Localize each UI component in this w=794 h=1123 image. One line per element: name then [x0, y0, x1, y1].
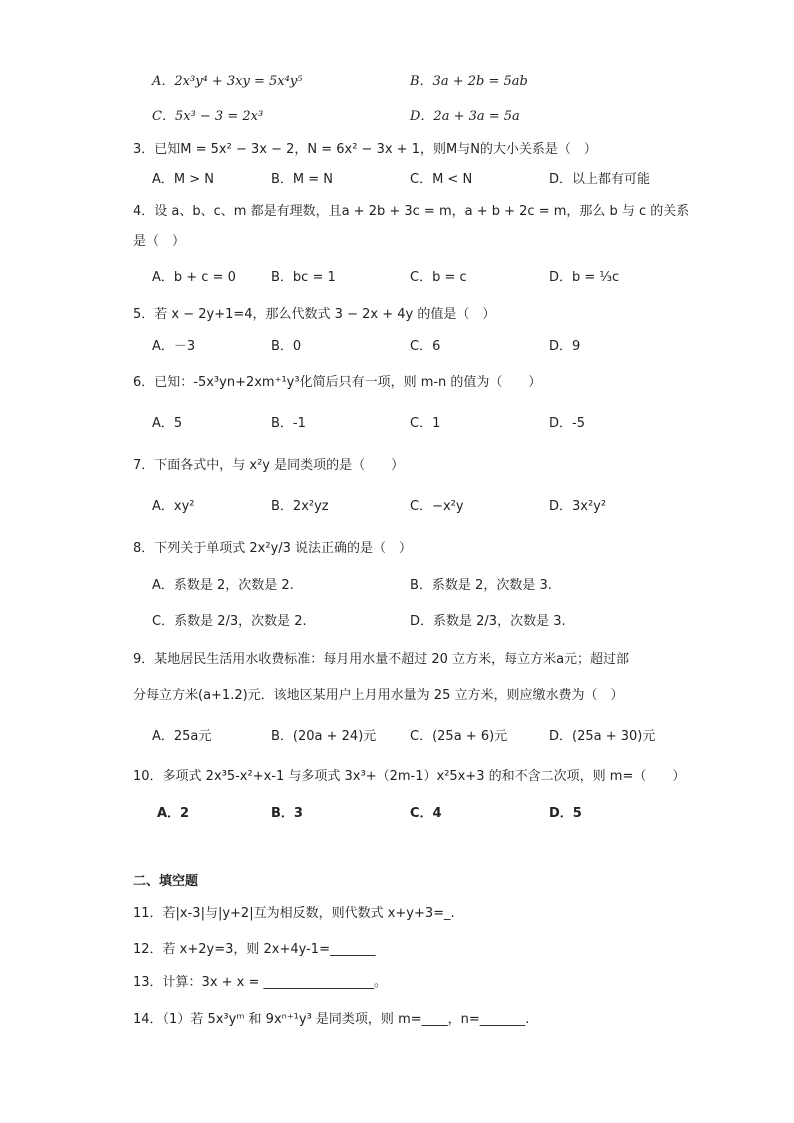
q4-option-d: D．b = ⅓c: [549, 270, 620, 285]
question-5: 5．若 x − 2y+1=4，那么代数式 3 − 2x + 4y 的值是（ ）: [133, 307, 496, 322]
q3-option-d: D．以上都有可能: [549, 172, 651, 187]
q3-option-a: A．M > N: [152, 172, 214, 187]
question-3: 3．已知M = 5x² − 3x − 2，N = 6x² − 3x + 1，则M与N的大小关系是（ ）: [133, 142, 597, 157]
question-7: 7．下面各式中，与 x²y 是同类项的是（ ）: [133, 458, 405, 473]
q7-option-a: A．xy²: [152, 499, 195, 514]
question-14: 14．（1）若 5x³yᵐ 和 9xⁿ⁺¹y³ 是同类项，则 m=____，n=_______.: [133, 1012, 530, 1027]
q6-option-a: A．5: [152, 416, 183, 431]
q7-option-c: C．−x²y: [410, 499, 464, 514]
question-8: 8．下列关于单项式 2x²y/3 说法正确的是（ ）: [133, 541, 413, 556]
q3-option-c: C．M < N: [410, 172, 473, 187]
q3-option-b: B．M = N: [271, 172, 334, 187]
q1-option-a: A．2x³y⁴ + 3xy = 5x⁴y⁵: [152, 74, 303, 89]
q7-option-d: D．3x²y²: [549, 499, 607, 514]
q8-option-a: A．系数是 2，次数是 2.: [152, 578, 294, 593]
q8-option-b: B．系数是 2，次数是 3.: [410, 578, 552, 593]
q9-option-a: A．25a元: [152, 729, 212, 744]
q10-option-a: A．2: [157, 806, 190, 821]
q5-option-b: B．0: [271, 339, 302, 354]
q8-option-d: D．系数是 2/3，次数是 3.: [410, 614, 566, 629]
question-4: 4．设 a、b、c、m 都是有理数，且a + 2b + 3c = m，a + b + 2c = m，那么 b 与 c 的关系: [133, 204, 690, 219]
q6-option-b: B．-1: [271, 416, 306, 431]
q10-option-b: B．3: [271, 806, 303, 821]
question-12: 12．若 x+2y=3，则 2x+4y-1=_______: [133, 942, 376, 957]
section-title-fill-in: 二、填空题: [133, 874, 199, 889]
question-11: 11．若|x-3|与|y+2|互为相反数，则代数式 x+y+3=_.: [133, 906, 455, 921]
q5-option-d: D．9: [549, 339, 581, 354]
q4-option-a: A．b + c = 0: [152, 270, 236, 285]
q8-option-c: C．系数是 2/3，次数是 2.: [152, 614, 307, 629]
q9-option-b: B．(20a + 24)元: [271, 729, 377, 744]
q10-option-d: D．5: [549, 806, 582, 821]
question-4-cont: 是（ ）: [133, 234, 186, 249]
q6-option-c: C．1: [410, 416, 441, 431]
question-10: 10．多项式 2x³5-x²+x-1 与多项式 3x³+（2m-1）x²5x+3 的和不含二次项，则 m=（ ）: [133, 769, 686, 784]
q1-option-d: D．2a + 3a = 5a: [410, 109, 520, 124]
q6-option-d: D．-5: [549, 416, 585, 431]
q4-option-b: B．bc = 1: [271, 270, 336, 285]
q9-option-c: C．(25a + 6)元: [410, 729, 508, 744]
question-13: 13．计算：3x + x = _________________。: [133, 975, 388, 990]
q5-option-a: A．－3: [152, 339, 196, 354]
question-9: 9．某地居民生活用水收费标准：每月用水量不超过 20 立方米，每立方米a元；超过部: [133, 652, 630, 667]
q9-option-d: D．(25a + 30)元: [549, 729, 656, 744]
q10-option-c: C．4: [410, 806, 442, 821]
question-9-cont: 分每立方米(a+1.2)元．该地区某用户上月用水量为 25 立方米，则应缴水费为（ ）: [133, 688, 624, 703]
question-6: 6．已知：-5x³yn+2xm⁺¹y³化简后只有一项，则 m-n 的值为（ ）: [133, 375, 542, 390]
q5-option-c: C．6: [410, 339, 441, 354]
q4-option-c: C．b = c: [410, 270, 467, 285]
q1-option-c: C．5x³ − 3 = 2x³: [152, 109, 264, 124]
q1-option-b: B．3a + 2b = 5ab: [410, 74, 528, 89]
q7-option-b: B．2x²yz: [271, 499, 329, 514]
